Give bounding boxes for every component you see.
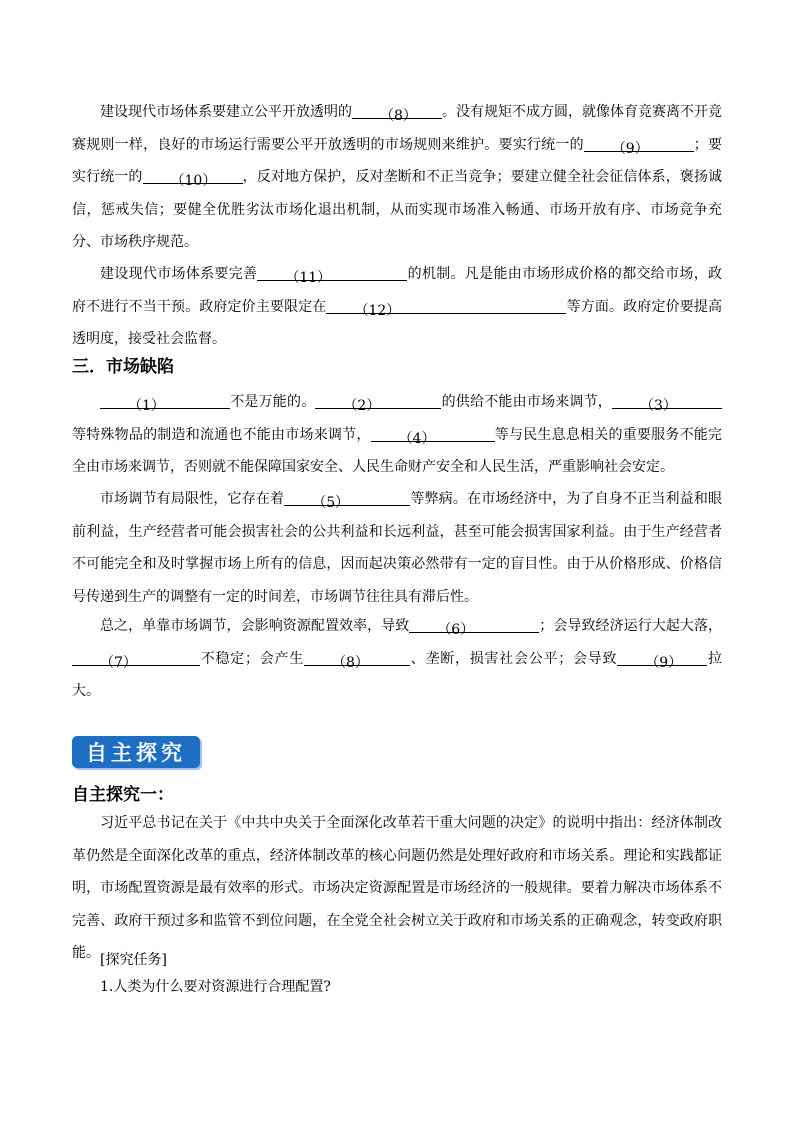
fill-blank-3[interactable]: （3） xyxy=(612,390,722,409)
market-system-rules-paragraph: 建设现代市场体系要建立公平开放透明的 （8） 。没有规矩不成方圆，就像体育竞赛离不开竞赛规则一样，良好的市场运行需要公平开放透明的市场规则来维护。要实行统一的 （9） ；要实行统一的 （10） ，反对地方保护，反对垄断和不正当竞争；要建立健全社会征信体系，褒扬诚信，惩戒失信；要健全优胜劣汰市场化退出机制，从而实现市场准入畅通、市场开放有序、市场竞争充分、市场秩序规范。 xyxy=(72,96,722,259)
fill-blank-1[interactable]: （1） xyxy=(100,390,230,409)
fill-blank-9b[interactable]: （9） xyxy=(617,647,707,666)
fill-blank-5[interactable]: （5） xyxy=(284,487,410,506)
fill-blank-7[interactable]: （7） xyxy=(72,647,200,666)
section-heading-market-defects: 三．市场缺陷 xyxy=(72,357,174,377)
fill-blank-8b[interactable]: （8） xyxy=(304,647,410,666)
fill-blank-4[interactable]: （4） xyxy=(371,423,495,442)
fill-blank-12[interactable]: （12） xyxy=(326,295,566,314)
fill-blank-10[interactable]: （10） xyxy=(143,165,243,184)
market-summary-paragraph: 总之，单靠市场调节，会影响资源配置效率，导致 （6） ；会导致经济运行大起大落，（7） 不稳定；会产生 （8） 、垄断，损害社会公平；会导致 （9） 拉大。 xyxy=(72,610,722,708)
inquiry-passage: 习近平总书记在关于《中共中央关于全面深化改革若干重大问题的决定》的说明中指出：经济体制改革仍然是全面深化改革的重点，经济体制改革的核心问题仍然是处理好政府和市场关系。理论和实践都证明，市场配置资源是最有效率的形式。市场决定资源配置是市场经济的一般规律。要着力解决市场体系不完善、政府干预过多和监管不到位问题，在全党全社会树立关于政府和市场关系的正确观念，转变政府职能。 xyxy=(72,815,722,961)
fill-blank-9[interactable]: （9） xyxy=(584,133,694,152)
market-pricing-paragraph: 建设现代市场体系要完善 （11） 的机制。凡是能由市场形成价格的都交给市场，政府不进行不当干预。政府定价主要限定在 （12） 等方面。政府定价要提高透明度，接受社会监督。 xyxy=(72,258,722,356)
market-regulation-limits-paragraph: 市场调节有局限性，它存在着 （5） 等弊病。在市场经济中，为了自身不正当利益和眼前利益，生产经营者可能会损害社会的公共利益和长远利益，甚至可能会损害国家利益。由于生产经营者不可能完全和及时掌握市场上所有的信息，因而起决策必然带有一定的盲目性。由于从价格形成、价格信号传递到生产的调整有一定的时间差，市场调节往往具有滞后性。 xyxy=(72,483,722,613)
self-inquiry-badge: 自主探究 xyxy=(72,736,200,768)
question-1: 1.人类为什么要对资源进行合理配置? xyxy=(100,979,331,995)
task-label: [探究任务] xyxy=(100,952,167,968)
fill-blank-8[interactable]: （8） xyxy=(352,100,442,119)
fill-blank-2[interactable]: （2） xyxy=(315,390,441,409)
market-limits-paragraph: （1） 不是万能的。 （2） 的供给不能由市场来调节， （3）等特殊物品的制造和流通也不能由市场来调节， （4） 等与民生息息相关的重要服务不能完全由市场来调节，否则就不能保障国家安全、人民生命财产安全和人民生活，严重影响社会安定。 xyxy=(72,386,722,484)
inquiry-one-title: 自主探究一： xyxy=(72,785,174,805)
fill-blank-11[interactable]: （11） xyxy=(257,262,407,281)
fill-blank-6[interactable]: （6） xyxy=(409,614,539,633)
